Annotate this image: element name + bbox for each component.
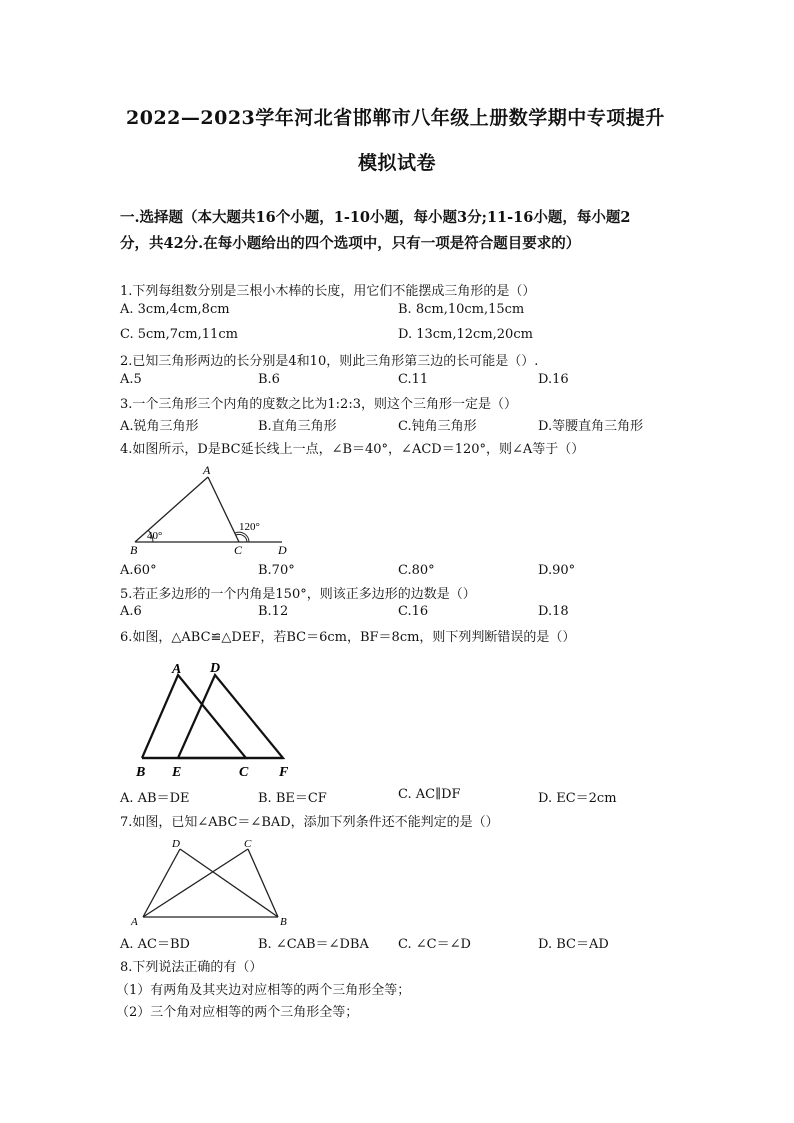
question-8-item-2: （2）三个角对应相等的两个三角形全等； xyxy=(116,1005,359,1020)
question-2-option-c: C.11 xyxy=(398,372,429,387)
section-heading-line1: 一.选择题（本大题共16个小题，1-10小题，每小题3分;11-16小题，每小题2 xyxy=(120,209,631,226)
question-7-stem: 7.如图，已知∠ABC＝∠BAD，添加下列条件还不能判定的是（） xyxy=(120,815,499,830)
figure-6-label-e: E xyxy=(172,765,182,780)
question-7-option-d: D. BC＝AD xyxy=(538,937,609,952)
question-4-option-a: A.60° xyxy=(120,563,157,578)
figure-6-label-a: A xyxy=(172,662,182,677)
question-6-option-b: B. BE＝CF xyxy=(258,791,327,806)
figure-7-label-a: A xyxy=(131,916,138,928)
question-8-stem: 8.下列说法正确的有（） xyxy=(120,960,263,975)
figure-4-label-c: C xyxy=(234,543,243,557)
figure-4-angle-c: 120° xyxy=(239,521,260,533)
question-2-option-b: B.6 xyxy=(258,372,280,387)
figure-6-label-c: C xyxy=(239,765,249,780)
question-1-option-c: C. 5cm,7cm,11cm xyxy=(120,327,238,342)
question-6-option-a: A. AB＝DE xyxy=(120,791,190,806)
question-7-option-c: C. ∠C＝∠D xyxy=(398,937,471,952)
question-1-option-b: B. 8cm,10cm,15cm xyxy=(398,302,525,317)
question-8-item-1: （1）有两角及其夹边对应相等的两个三角形全等； xyxy=(116,983,411,998)
figure-7-label-d: D xyxy=(172,838,180,850)
figure-6-label-d: D xyxy=(210,661,221,676)
question-5-option-a: A.6 xyxy=(120,604,142,619)
question-7-figure xyxy=(128,835,298,930)
question-7-option-b: B. ∠CAB＝∠DBA xyxy=(258,937,369,952)
figure-4-angle-b: 40° xyxy=(147,530,163,542)
question-2-option-a: A.5 xyxy=(120,372,142,387)
figure-7-label-c: C xyxy=(244,838,252,850)
page-title-line2: 模拟试卷 xyxy=(358,152,437,174)
question-3-option-d: D.等腰直角三角形 xyxy=(538,419,644,434)
question-1-option-d: D. 13cm,12cm,20cm xyxy=(398,327,533,342)
question-3-option-b: B.直角三角形 xyxy=(258,419,337,434)
question-6-option-d: D. EC＝2cm xyxy=(538,791,617,806)
question-5-option-d: D.18 xyxy=(538,604,569,619)
figure-6-label-f: F xyxy=(279,765,289,780)
question-6-figure xyxy=(130,655,300,780)
figure-7-label-b: B xyxy=(280,916,287,928)
question-2-stem: 2.已知三角形两边的长分别是4和10，则此三角形第三边的长可能是（）. xyxy=(120,354,539,369)
figure-4-label-b: B xyxy=(130,543,138,557)
question-5-option-c: C.16 xyxy=(398,604,429,619)
question-6-stem: 6.如图，△ABC≌△DEF，若BC＝6cm，BF＝8cm，则下列判断错误的是（） xyxy=(120,630,576,645)
question-4-figure xyxy=(125,462,295,557)
question-5-stem: 5.若正多边形的一个内角是150°，则该正多边形的边数是（） xyxy=(120,587,476,602)
page-title-line1: 2022—2023学年河北省邯郸市八年级上册数学期中专项提升 xyxy=(126,107,665,129)
question-1-stem: 1.下列每组数分别是三根小木棒的长度，用它们不能摆成三角形的是（） xyxy=(120,284,536,299)
figure-4-label-a: A xyxy=(203,463,211,477)
question-4-stem: 4.如图所示，D是BC延长线上一点，∠B＝40°，∠ACD＝120°，则∠A等于（） xyxy=(120,442,585,457)
question-3-option-c: C.钝角三角形 xyxy=(398,419,477,434)
question-2-option-d: D.16 xyxy=(538,372,569,387)
section-heading-line2: 分，共42分.在每小题给出的四个选项中，只有一项是符合题目要求的） xyxy=(120,235,581,252)
figure-6-label-b: B xyxy=(136,765,146,780)
figure-4-label-d: D xyxy=(278,543,287,557)
question-1-option-a: A. 3cm,4cm,8cm xyxy=(120,302,230,317)
question-3-option-a: A.锐角三角形 xyxy=(120,419,199,434)
question-7-option-a: A. AC＝BD xyxy=(120,937,190,952)
question-6-option-c: C. AC∥DF xyxy=(398,787,461,802)
question-5-option-b: B.12 xyxy=(258,604,289,619)
question-4-option-d: D.90° xyxy=(538,563,576,578)
question-3-stem: 3.一个三角形三个内角的度数之比为1:2:3，则这个三角形一定是（） xyxy=(120,397,517,412)
question-4-option-c: C.80° xyxy=(398,563,435,578)
question-4-option-b: B.70° xyxy=(258,563,295,578)
